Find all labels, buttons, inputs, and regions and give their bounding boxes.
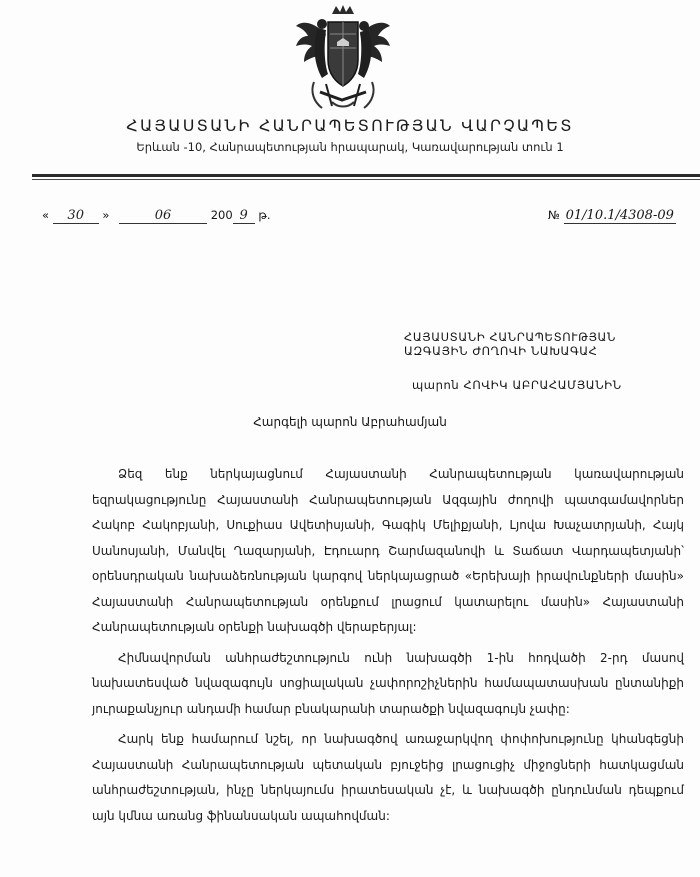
date-month: 06 bbox=[119, 208, 207, 224]
date-line: « 30 » 06 200 9 թ. bbox=[42, 208, 271, 223]
letterhead-address: Երևան -10, Հանրապետության հրապարակ, Կառավարության տուն 1 bbox=[136, 140, 564, 154]
date-suffix: թ. bbox=[258, 208, 271, 222]
date-year-suffix: 9 bbox=[233, 208, 255, 224]
salutation: Հարգելի պարոն Աբրահամյան bbox=[253, 415, 447, 429]
number-value: 01/10.1/4308-09 bbox=[565, 208, 674, 223]
body-paragraph: Հիմնավորման անհրաժեշտություն ունի նախագծի 1-ին հոդվածի 2-րդ մասով նախատեսված նվազագույն սոցիալական չափորոշիչներին համապատասխան ընտանիքի յուրաքանչյուր անդամի համար բնակարանի տարածքի նվազագույն չափը: bbox=[92, 650, 684, 716]
addressee-line-2: ԱԶԳԱՅԻՆ ԺՈՂՈՎԻ ՆԱԽԱԳԱՀ bbox=[404, 344, 598, 358]
document-number bbox=[548, 208, 676, 223]
addressee-block bbox=[404, 330, 622, 392]
body-paragraph: Հարկ ենք համարում նշել, որ նախագծով առաջարկվող փոփոխությունը կհանգեցնի Հայաստանի Հանրապետության պետական բյուջեից լրացուցիչ միջոցների հատկացման անհրաժեշտության, ինչը ներկայումս իրատեսական չէ, և նախագծի ընդունման դեպքում այն կմնա առանց ֆինանսական ապահովման: bbox=[92, 732, 684, 823]
number-label: № bbox=[548, 208, 560, 222]
date-year-prefix: 200 bbox=[210, 208, 233, 222]
addressee-name: պարոն ՀՈՎԻԿ ԱԲՐԱՀԱՄՅԱՆԻՆ bbox=[412, 378, 622, 392]
addressee-line-1: ՀԱՅԱՍՏԱՆԻ ՀԱՆՐԱՊԵՏՈՒԹՅԱՆ bbox=[404, 330, 616, 344]
date-day: 30 bbox=[53, 208, 99, 224]
letterhead-title: ՀԱՅԱՍՏԱՆԻ ՀԱՆՐԱՊԵՏՈՒԹՅԱՆ ՎԱՐՉԱՊԵՏ bbox=[126, 116, 574, 135]
letter-body bbox=[92, 462, 684, 834]
body-paragraph: Ձեզ ենք ներկայացնում Հայաստանի Հանրապետության կառավարության եզրակացությունը Հայաստանի Հանրապետության Ազգային ժողովի պատգամավորներ Հակոբ Հակոբյանի, Սուքիաս Ավետիսյանի, Գագիկ Մելիքյանի, Լյովա Խաչատրյանի, Հայկ Սանոսյանի, Մանվել Ղազարյանի, Էդուարդ Շարմազանովի և Տաճատ Վարդապետյանի՝ օրենսդրական նախաձեռնության կարգով ներկայացրած «Երեխայի իրավունքների մասին» Հայաստանի Հանրապետության օրենքում լրացում կատարելու մասին» Հայաստանի Հանրապետության օրենքի նախագծի վերաբերյալ: bbox=[92, 467, 684, 634]
header-divider-thick bbox=[32, 174, 700, 177]
coat-of-arms-emblem bbox=[292, 4, 394, 112]
header-divider-thin bbox=[32, 179, 700, 180]
